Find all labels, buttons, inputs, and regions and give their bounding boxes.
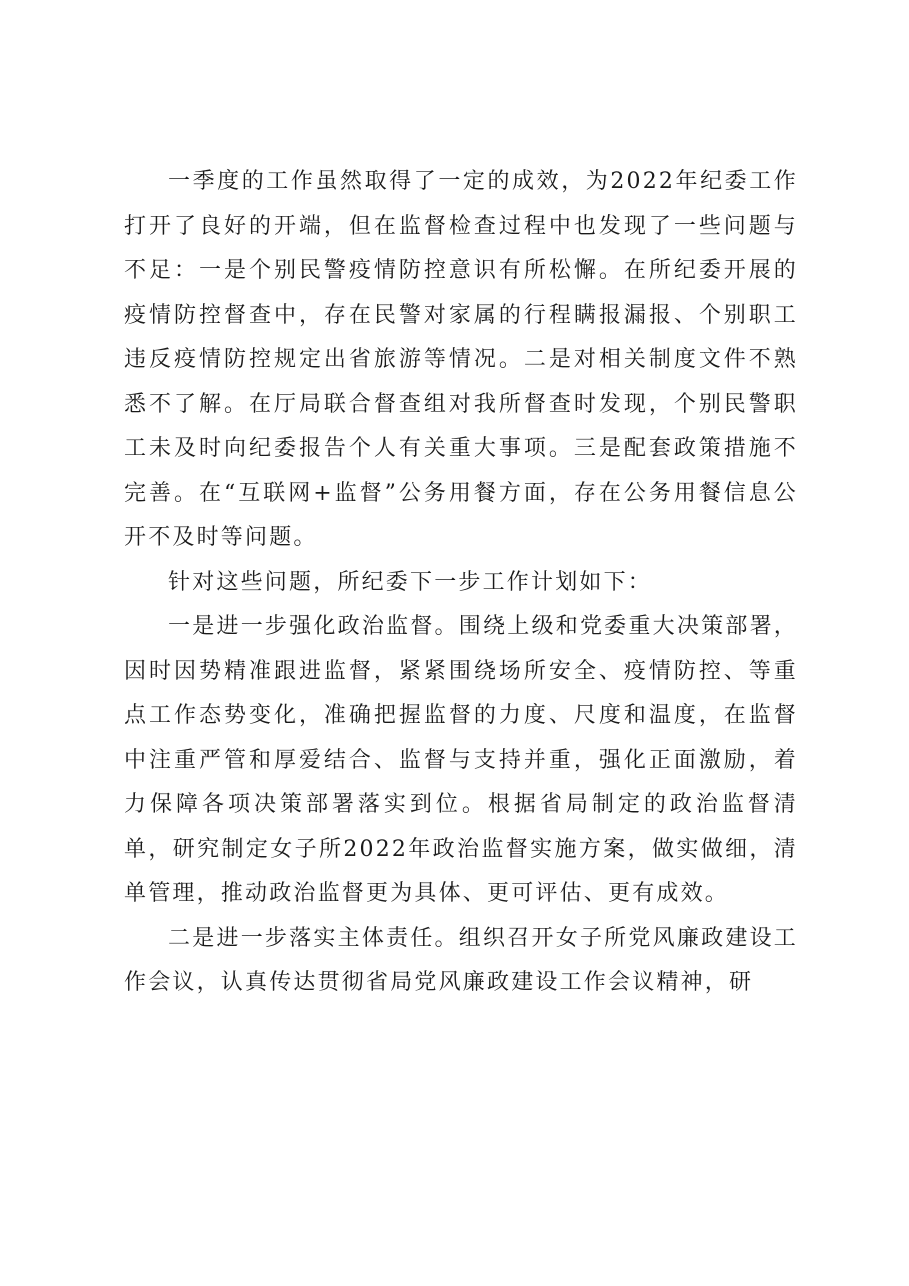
paragraph-main-responsibility: 二是进一步落实主体责任。组织召开女子所党风廉政建设工作会议，认真传达贯彻省局党风廉政建设工作会议精神，研 — [124, 925, 798, 995]
paragraph-work-plan-intro: 针对这些问题，所纪委下一步工作计划如下： — [168, 569, 653, 595]
paragraph-q1-problems: 一季度的工作虽然取得了一定的成效，为2022年纪委工作打开了良好的开端，但在监督检查过程中也发现了一些问题与不足：一是个别民警疫情防控意识有所松懈。在所纪委开展的疫情防控督查中，存在民警对家属的行程瞒报漏报、个别职工违反疫情防控规定出省旅游等情况。二是对相关制度文件不熟悉不了解。在厅局联合督查组对我所督查时发现，个别民警职工未及时向纪委报告个人有关重大事项。三是配套政策措施不完善。在“互联网+监督”公务用餐方面，存在公务用餐信息公开不及时等问题。 — [124, 169, 798, 550]
document-body — [124, 160, 798, 1006]
paragraph-political-supervision: 一是进一步强化政治监督。围绕上级和党委重大决策部署，因时因势精准跟进监督，紧紧围绕场所安全、疫情防控、等重点工作态势变化，准确把握监督的力度、尺度和温度，在监督中注重严管和厚爱结合、监督与支持并重，强化正面激励，着力保障各项决策部署落实到位。根据省局制定的政治监督清单，研究制定女子所2022年政治监督实施方案，做实做细，清单管理，推动政治监督更为具体、更可评估、更有成效。 — [124, 614, 798, 906]
